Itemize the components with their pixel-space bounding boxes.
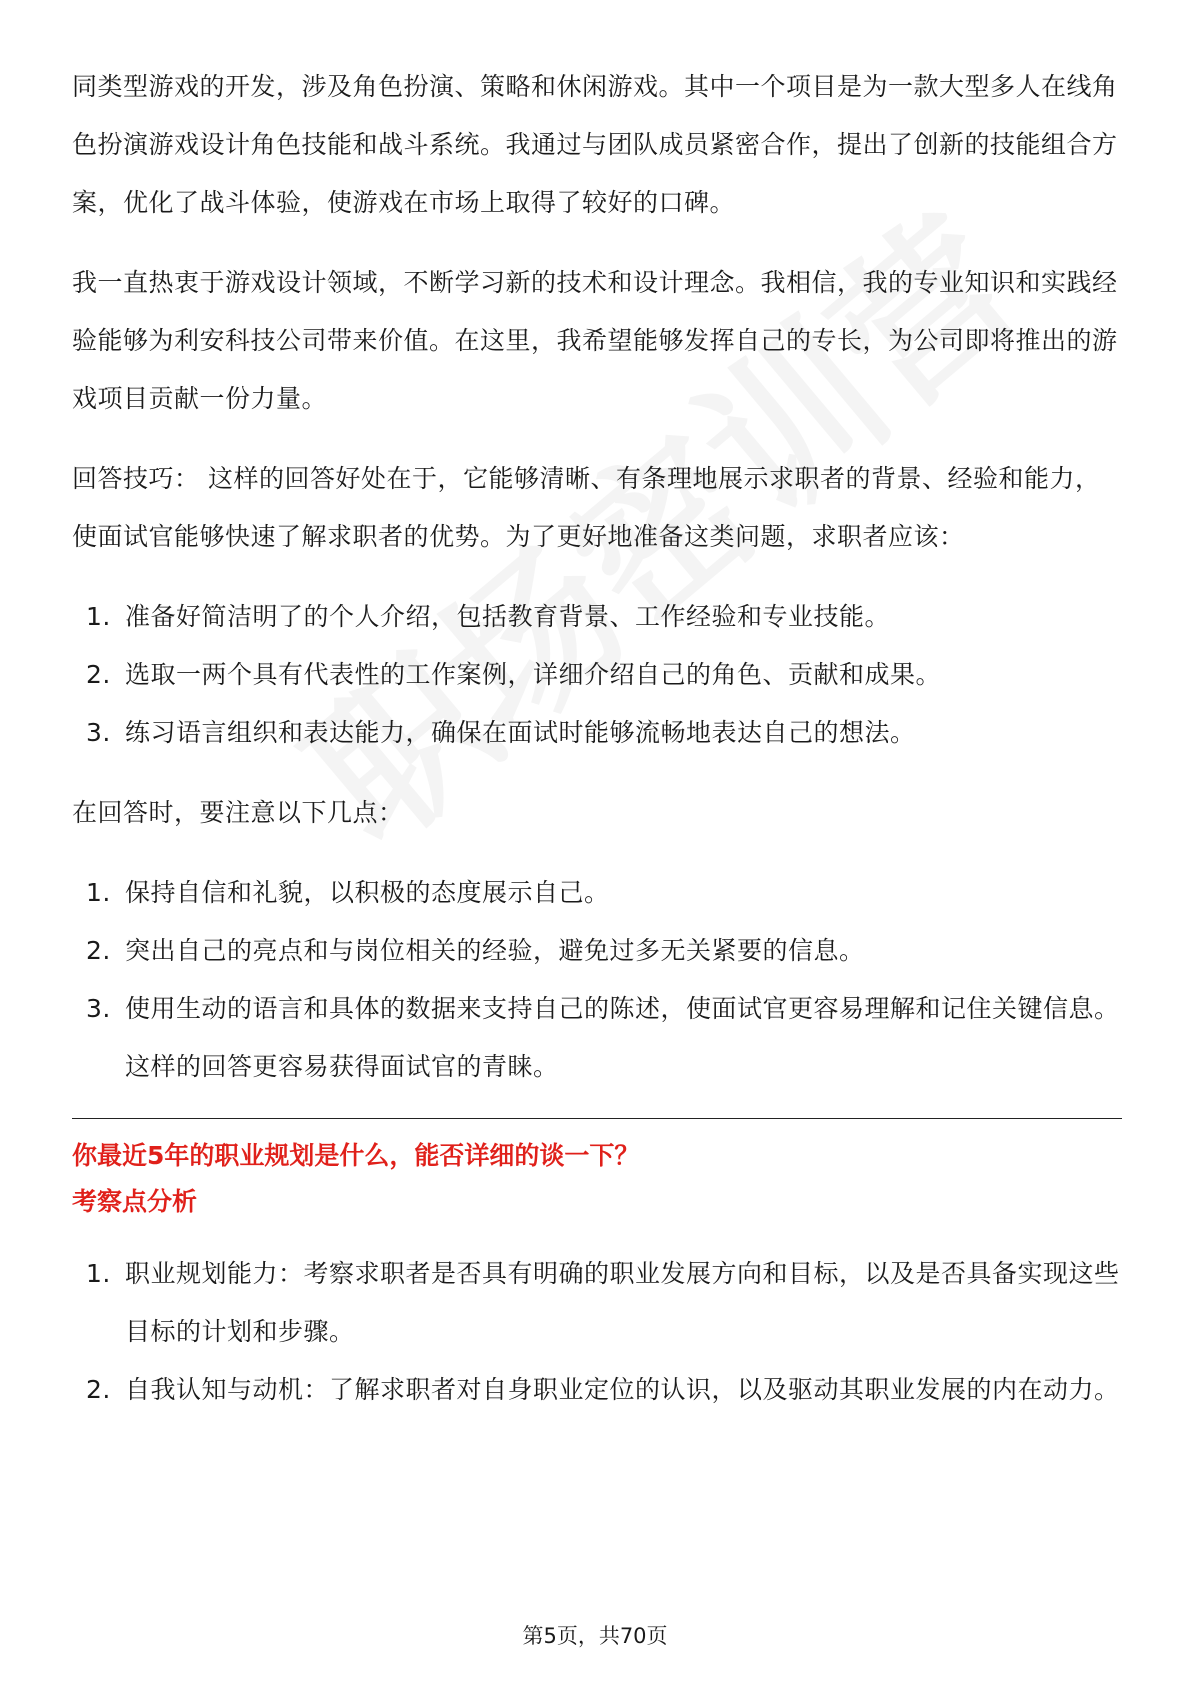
- list-item: [72, 980, 1122, 1096]
- list-number: 1.: [86, 1259, 111, 1288]
- question-title: 你最近5年的职业规划是什么，能否详细的谈一下？: [72, 1141, 640, 1170]
- list-item: [72, 646, 1122, 704]
- list-item: [72, 1245, 1122, 1361]
- list-item: [72, 922, 1122, 980]
- list-item: [72, 704, 1122, 762]
- analysis-list: [72, 1245, 1122, 1419]
- list-item-text: 自我认知与动机：了解求职者对自身职业定位的认识，以及驱动其职业发展的内在动力。: [125, 1375, 1120, 1404]
- preparation-list: [72, 588, 1122, 762]
- list-number: 2.: [86, 660, 111, 689]
- list-item-text: 练习语言组织和表达能力，确保在面试时能够流畅地表达自己的想法。: [125, 718, 916, 747]
- list-item-text: 突出自己的亮点和与岗位相关的经验，避免过多无关紧要的信息。: [125, 936, 865, 965]
- list-item-text: 选取一两个具有代表性的工作案例，详细介绍自己的角色、贡献和成果。: [125, 660, 942, 689]
- list-item: [72, 1361, 1122, 1419]
- list-number: 3.: [86, 994, 111, 1023]
- list-item: [72, 588, 1122, 646]
- paragraph: 同类型游戏的开发，涉及角色扮演、策略和休闲游戏。其中一个项目是为一款大型多人在线角色扮演游戏设计角色技能和战斗系统。我通过与团队成员紧密合作，提出了创新的技能组合方案，优化了战斗体验，使游戏在市场上取得了较好的口碑。: [72, 72, 1118, 217]
- paragraph: 我一直热衷于游戏设计领域，不断学习新的技术和设计理念。我相信，我的专业知识和实践经验能够为利安科技公司带来价值。在这里，我希望能够发挥自己的专长，为公司即将推出的游戏项目贡献一份力量。: [72, 268, 1118, 413]
- list-number: 2.: [86, 936, 111, 965]
- section-title: 考察点分析: [72, 1187, 198, 1216]
- list-item-text: 保持自信和礼貌，以积极的态度展示自己。: [125, 878, 610, 907]
- list-item-text: 使用生动的语言和具体的数据来支持自己的陈述，使面试官更容易理解和记住关键信息。这样的回答更容易获得面试官的青睐。: [125, 994, 1120, 1081]
- list-item: [72, 864, 1122, 922]
- list-number: 1.: [86, 602, 111, 631]
- notes-list: [72, 864, 1122, 1096]
- paragraph: 在回答时，要注意以下几点：: [72, 798, 404, 827]
- divider: [72, 1118, 1122, 1119]
- list-number: 1.: [86, 878, 111, 907]
- list-item-text: 准备好简洁明了的个人介绍，包括教育背景、工作经验和专业技能。: [125, 602, 891, 631]
- document-body: [72, 58, 1122, 1441]
- page-footer: 第5页，共70页: [522, 1624, 668, 1648]
- answer-tips-paragraph: 回答技巧： 这样的回答好处在于，它能够清晰、有条理地展示求职者的背景、经验和能力，使面试官能够快速了解求职者的优势。为了更好地准备这类问题，求职者应该：: [72, 464, 1101, 551]
- list-item-text: 职业规划能力：考察求职者是否具有明确的职业发展方向和目标，以及是否具备实现这些目标的计划和步骤。: [125, 1259, 1120, 1346]
- list-number: 2.: [86, 1375, 111, 1404]
- list-number: 3.: [86, 718, 111, 747]
